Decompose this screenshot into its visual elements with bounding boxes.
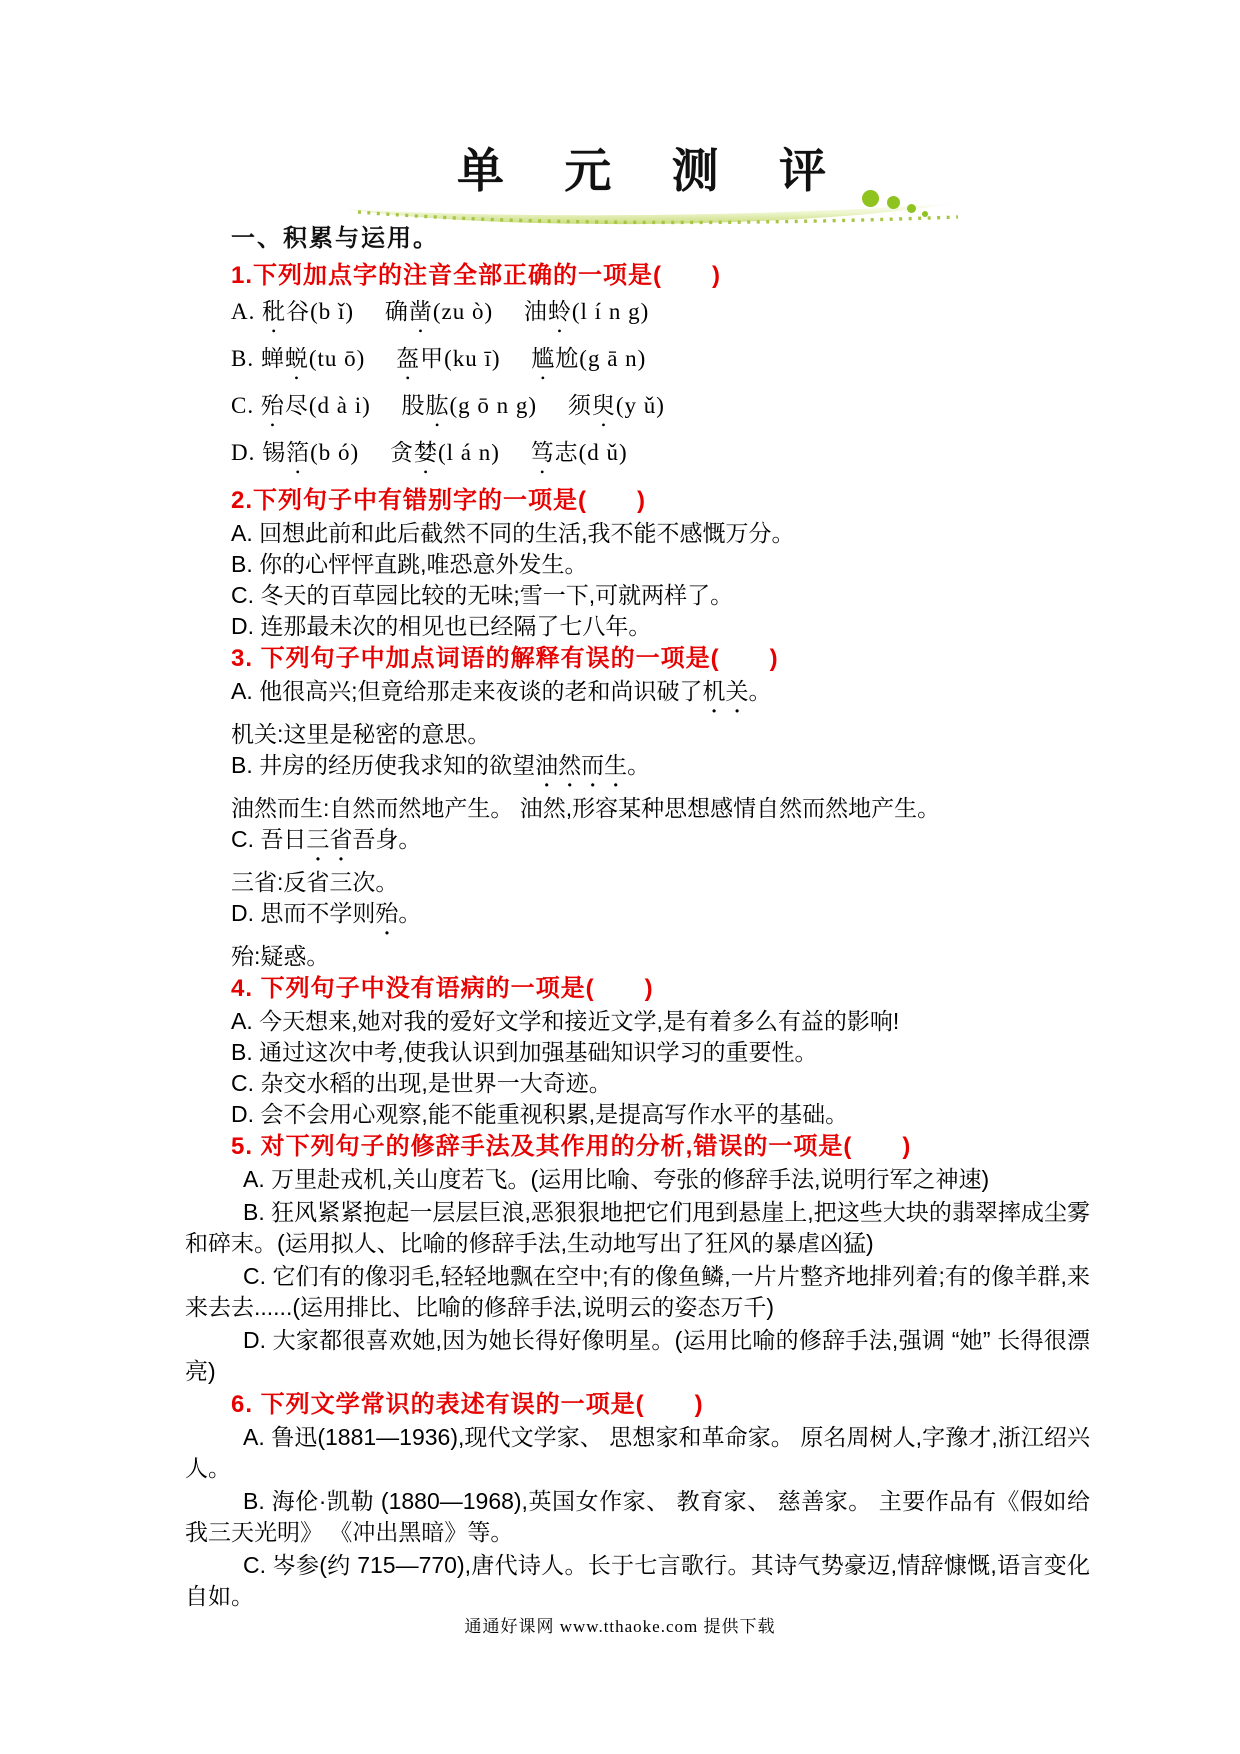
question-2-option-b: B. 你的心怦怦直跳,唯恐意外发生。 [231, 551, 588, 577]
question-1-heading: 1.下列加点字的注音全部正确的一项是( ) [231, 262, 721, 289]
question-6-option-b: B. 海伦·凯勒 (1880—1968),英国女作家、 教育家、 慈善家。 主要作品有《假如给我三天光明》 《冲出黑暗》等。 [185, 1488, 1090, 1545]
question-3-explanation-4: 油然而生:自然而然地产生。 油然,形容某种思想感情自然而然地产生。 [231, 795, 941, 821]
question-5-heading: 5. 对下列句子的修辞手法及其作用的分析,错误的一项是( ) [231, 1133, 912, 1160]
question-5-option-c: C. 它们有的像羽毛,轻轻地飘在空中;有的像鱼鳞,一片片整齐地排列着;有的像羊群,来来去去......(运用排比、比喻的修辞手法,说明云的姿态万千) [185, 1263, 1090, 1320]
question-3-option-b: B. 井房的经历使我求知的欲望油然而生。 [231, 752, 651, 778]
banner-dot-small-icon [907, 204, 916, 213]
question-2-option-c: C. 冬天的百草园比较的无味;雪一下,可就两样了。 [231, 582, 734, 608]
banner-dot-large-icon [862, 190, 879, 207]
question-4-option-b: B. 通过这次中考,使我认识到加强基础知识学习的重要性。 [231, 1039, 818, 1065]
banner-dot-medium-icon [887, 196, 900, 209]
question-3-option-c: C. 吾日三省吾身。 [231, 826, 422, 852]
question-4-option-a: A. 今天想来,她对我的爱好文学和接近文学,是有着多么有益的影响! [231, 1008, 900, 1034]
question-6 [185, 1389, 1090, 1612]
question-4-option-c: C. 杂交水稻的出现,是世界一大奇迹。 [231, 1070, 612, 1096]
question-1 [185, 260, 1090, 479]
question-3 [185, 643, 1090, 971]
question-3-option-d: D. 思而不学则殆。 [231, 900, 422, 926]
page-title: 单 元 测 评 [456, 144, 849, 199]
question-3-explanation-2: 机关:这里是秘密的意思。 [231, 721, 491, 747]
question-1-option-d: D. 锡箔(b ó) 贪婪(l á n) 笃志(d ǔ) [231, 440, 628, 465]
question-2-heading: 2.下列句子中有错别字的一项是( ) [231, 487, 646, 514]
section-heading: 一、积累与运用。 [231, 225, 439, 252]
question-5-option-a: A. 万里赴戎机,关山度若飞。(运用比喻、夸张的修辞手法,说明行军之神速) [243, 1166, 990, 1192]
question-5-option-d: D. 大家都很喜欢她,因为她长得好像明星。(运用比喻的修辞手法,强调 “她” 长得很漂亮) [185, 1327, 1090, 1384]
question-3-explanation-8: 殆:疑惑。 [231, 943, 330, 969]
question-1-option-b: B. 蝉蜕(tu ō) 盔甲(ku ī) 尴尬(g ā n) [231, 346, 647, 371]
question-3-heading: 3. 下列句子中加点词语的解释有误的一项是( ) [231, 645, 779, 672]
question-4-heading: 4. 下列句子中没有语病的一项是( ) [231, 975, 654, 1002]
question-2-option-d: D. 连那最未次的相见也已经隔了七八年。 [231, 613, 652, 639]
question-2-option-a: A. 回想此前和此后截然不同的生活,我不能不感慨万分。 [231, 520, 795, 546]
question-4 [185, 973, 1090, 1129]
footer-text: 通通好课网 www.tthaoke.com 提供下载 [464, 1617, 776, 1636]
question-2 [185, 485, 1090, 641]
questions-list [185, 260, 1090, 1612]
question-6-option-a: A. 鲁迅(1881—1936),现代文学家、 思想家和革命家。 原名周树人,字豫才,浙江绍兴人。 [185, 1424, 1090, 1481]
question-5 [185, 1131, 1090, 1387]
question-1-option-c: C. 殆尽(d à i) 股肱(g ō n g) 须臾(y ǔ) [231, 393, 665, 418]
page-footer [0, 1612, 1240, 1637]
banner-dot-tiny-icon [922, 211, 928, 217]
question-3-explanation-6: 三省:反省三次。 [231, 869, 399, 895]
question-6-heading: 6. 下列文学常识的表述有误的一项是( ) [231, 1391, 704, 1418]
question-6-option-c: C. 岑参(约 715—770),唐代诗人。长于七言歌行。其诗气势豪迈,情辞慷慨,语言变化自如。 [185, 1552, 1090, 1609]
question-5-option-b: B. 狂风紧紧抱起一层层巨浪,恶狠狠地把它们甩到悬崖上,把这些大块的翡翠摔成尘雾和碎末。(运用拟人、比喻的修辞手法,生动地写出了狂风的暴虐凶猛) [185, 1199, 1090, 1256]
question-4-option-d: D. 会不会用心观察,能不能重视积累,是提高写作水平的基础。 [231, 1101, 849, 1127]
title-banner [340, 128, 965, 232]
test-content [185, 224, 1090, 1614]
question-1-option-a: A. 秕谷(b ǐ) 确凿(zu ò) 油蛉(l í n g) [231, 299, 650, 324]
question-3-option-a: A. 他很高兴;但竟给那走来夜谈的老和尚识破了机关。 [231, 678, 772, 704]
